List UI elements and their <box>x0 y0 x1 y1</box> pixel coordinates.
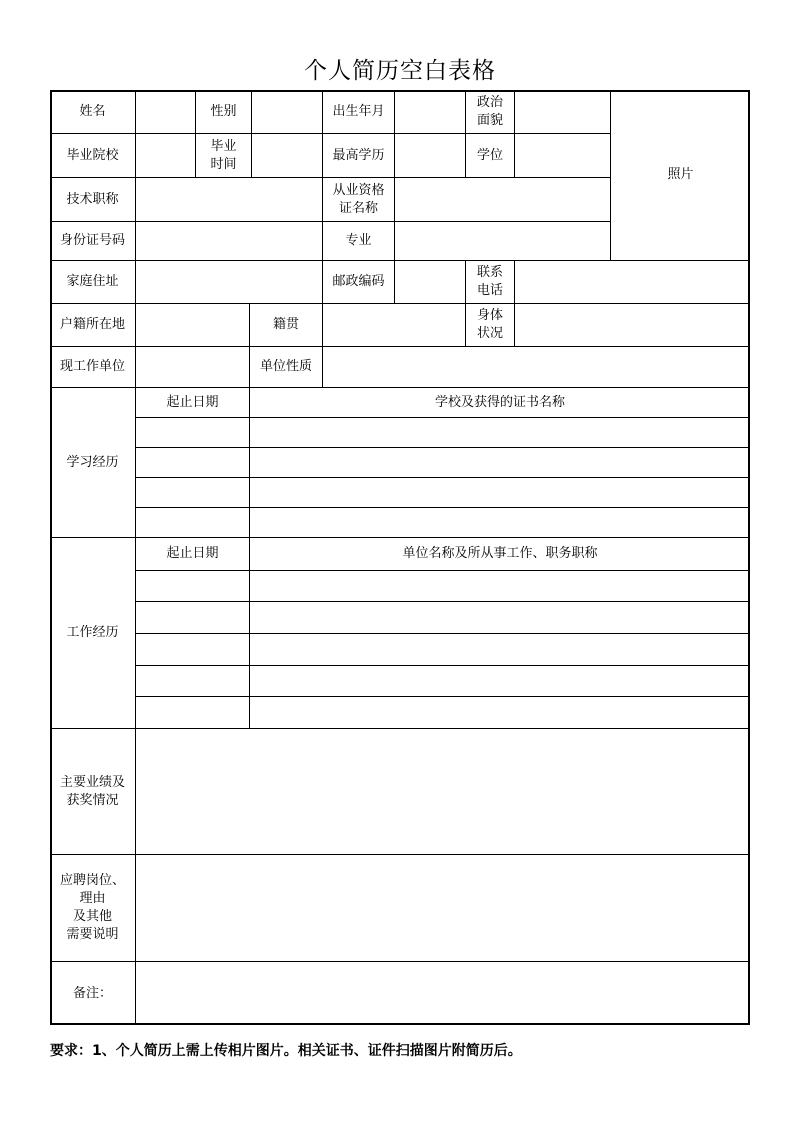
major-field[interactable] <box>395 222 611 261</box>
gender-field[interactable] <box>252 90 323 134</box>
study-date-cell[interactable] <box>136 478 250 508</box>
label-grad-time: 毕业 时间 <box>196 134 252 178</box>
label-politics: 政治 面貌 <box>466 90 515 134</box>
title-rank-field[interactable] <box>136 178 323 222</box>
work-unit-cell[interactable] <box>250 697 750 729</box>
label-application: 应聘岗位、 理由 及其他 需要说明 <box>50 855 136 962</box>
label-birth: 出生年月 <box>323 90 395 134</box>
study-date-cell[interactable] <box>136 508 250 538</box>
postcode-field[interactable] <box>395 261 466 304</box>
study-school-cell[interactable] <box>250 508 750 538</box>
work-date-cell[interactable] <box>136 634 250 666</box>
label-address: 家庭住址 <box>50 261 136 304</box>
label-title-rank: 技术职称 <box>50 178 136 222</box>
photo-box[interactable]: 照片 <box>611 90 750 261</box>
study-date-cell[interactable] <box>136 448 250 478</box>
label-native: 籍贯 <box>250 304 323 347</box>
label-major: 专业 <box>323 222 395 261</box>
study-school-header: 学校及获得的证书名称 <box>250 388 750 418</box>
application-field[interactable] <box>136 855 750 962</box>
label-school: 毕业院校 <box>50 134 136 178</box>
work-unit-cell[interactable] <box>250 666 750 697</box>
qualification-field[interactable] <box>395 178 611 222</box>
grad-time-field[interactable] <box>252 134 323 178</box>
work-date-header: 起止日期 <box>136 538 250 571</box>
work-unit-header: 单位名称及所从事工作、职务职称 <box>250 538 750 571</box>
work-date-cell[interactable] <box>136 697 250 729</box>
birth-field[interactable] <box>395 90 466 134</box>
health-field[interactable] <box>515 304 750 347</box>
label-study: 学习经历 <box>50 388 136 538</box>
school-field[interactable] <box>136 134 196 178</box>
study-date-header: 起止日期 <box>136 388 250 418</box>
label-employer: 现工作单位 <box>50 347 136 388</box>
study-date-cell[interactable] <box>136 418 250 448</box>
label-achievements: 主要业绩及 获奖情况 <box>50 729 136 855</box>
label-gender: 性别 <box>196 90 252 134</box>
native-field[interactable] <box>323 304 466 347</box>
degree-field[interactable] <box>515 134 611 178</box>
work-date-cell[interactable] <box>136 666 250 697</box>
label-health: 身体 状况 <box>466 304 515 347</box>
employer-type-field[interactable] <box>323 347 750 388</box>
work-unit-cell[interactable] <box>250 602 750 634</box>
employer-field[interactable] <box>136 347 250 388</box>
phone-field[interactable] <box>515 261 750 304</box>
id-number-field[interactable] <box>136 222 323 261</box>
study-school-cell[interactable] <box>250 448 750 478</box>
label-qualification: 从业资格 证名称 <box>323 178 395 222</box>
work-date-cell[interactable] <box>136 571 250 602</box>
page-title: 个人简历空白表格 <box>304 58 496 84</box>
work-date-cell[interactable] <box>136 602 250 634</box>
politics-field[interactable] <box>515 90 611 134</box>
label-phone: 联系 电话 <box>466 261 515 304</box>
label-degree: 学位 <box>466 134 515 178</box>
name-field[interactable] <box>136 90 196 134</box>
label-id-number: 身份证号码 <box>50 222 136 261</box>
label-employer-type: 单位性质 <box>250 347 323 388</box>
label-remarks: 备注： <box>50 962 136 1025</box>
label-work: 工作经历 <box>50 538 136 729</box>
label-hukou: 户籍所在地 <box>50 304 136 347</box>
education-field[interactable] <box>395 134 466 178</box>
work-unit-cell[interactable] <box>250 571 750 602</box>
study-school-cell[interactable] <box>250 478 750 508</box>
remarks-field[interactable] <box>136 962 750 1025</box>
achievements-field[interactable] <box>136 729 750 855</box>
hukou-field[interactable] <box>136 304 250 347</box>
label-education: 最高学历 <box>323 134 395 178</box>
label-name: 姓名 <box>50 90 136 134</box>
work-unit-cell[interactable] <box>250 634 750 666</box>
footer-note: 要求：1、个人简历上需上传相片图片。相关证书、证件扫描图片附简历后。 <box>50 1043 522 1059</box>
address-field[interactable] <box>136 261 323 304</box>
label-postcode: 邮政编码 <box>323 261 395 304</box>
study-school-cell[interactable] <box>250 418 750 448</box>
